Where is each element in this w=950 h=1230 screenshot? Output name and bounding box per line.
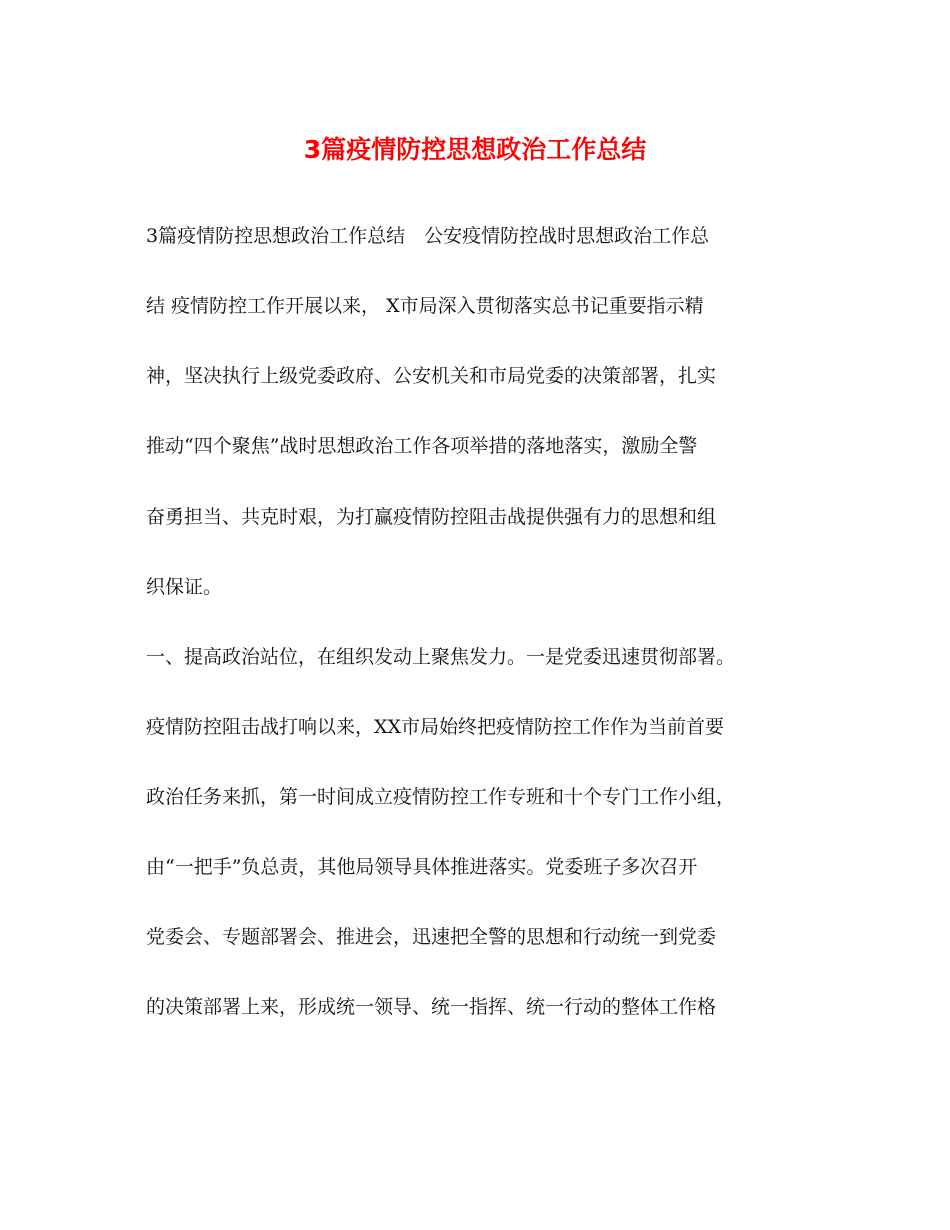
body-line: 政治任务来抓，第一时间成立疫情防控工作专班和十个专门工作小组， [146,786,736,808]
body-line: 结 疫情防控工作开展以来， X市局深入贯彻落实总书记重要指示精 [146,295,704,317]
body-line: 的决策部署上来，形成统一领导、统一指挥、统一行动的整体工作格 [146,996,717,1018]
body-line: 由“一把手”负总责，其他局领导具体推进落实。党委班子多次召开 [146,856,698,878]
body-line: 一、提高政治站位，在组织发动上聚焦发力。一是党委迅速贯彻部署。 [146,646,736,668]
body-line: 3篇疫情防控思想政治工作总结 公安疫情防控战时思想政治工作总 [146,225,710,247]
document-title: 3篇疫情防控思想政治工作总结 [303,135,647,164]
body-line: 神，坚决执行上级党委政府、公安机关和市局党委的决策部署，扎实 [146,365,717,387]
body-line: 推动“四个聚焦”战时思想政治工作各项举措的落地落实，激励全警 [146,435,698,457]
body-line: 织保证。 [146,576,223,598]
body-line: 奋勇担当、共克时艰，为打赢疫情防控阻击战提供强有力的思想和组 [146,506,717,528]
body-line: 疫情防控阻击战打响以来，XX市局始终把疫情防控工作作为当前首要 [146,716,725,738]
body-line: 党委会、专题部署会、推进会，迅速把全警的思想和行动统一到党委 [146,926,717,948]
